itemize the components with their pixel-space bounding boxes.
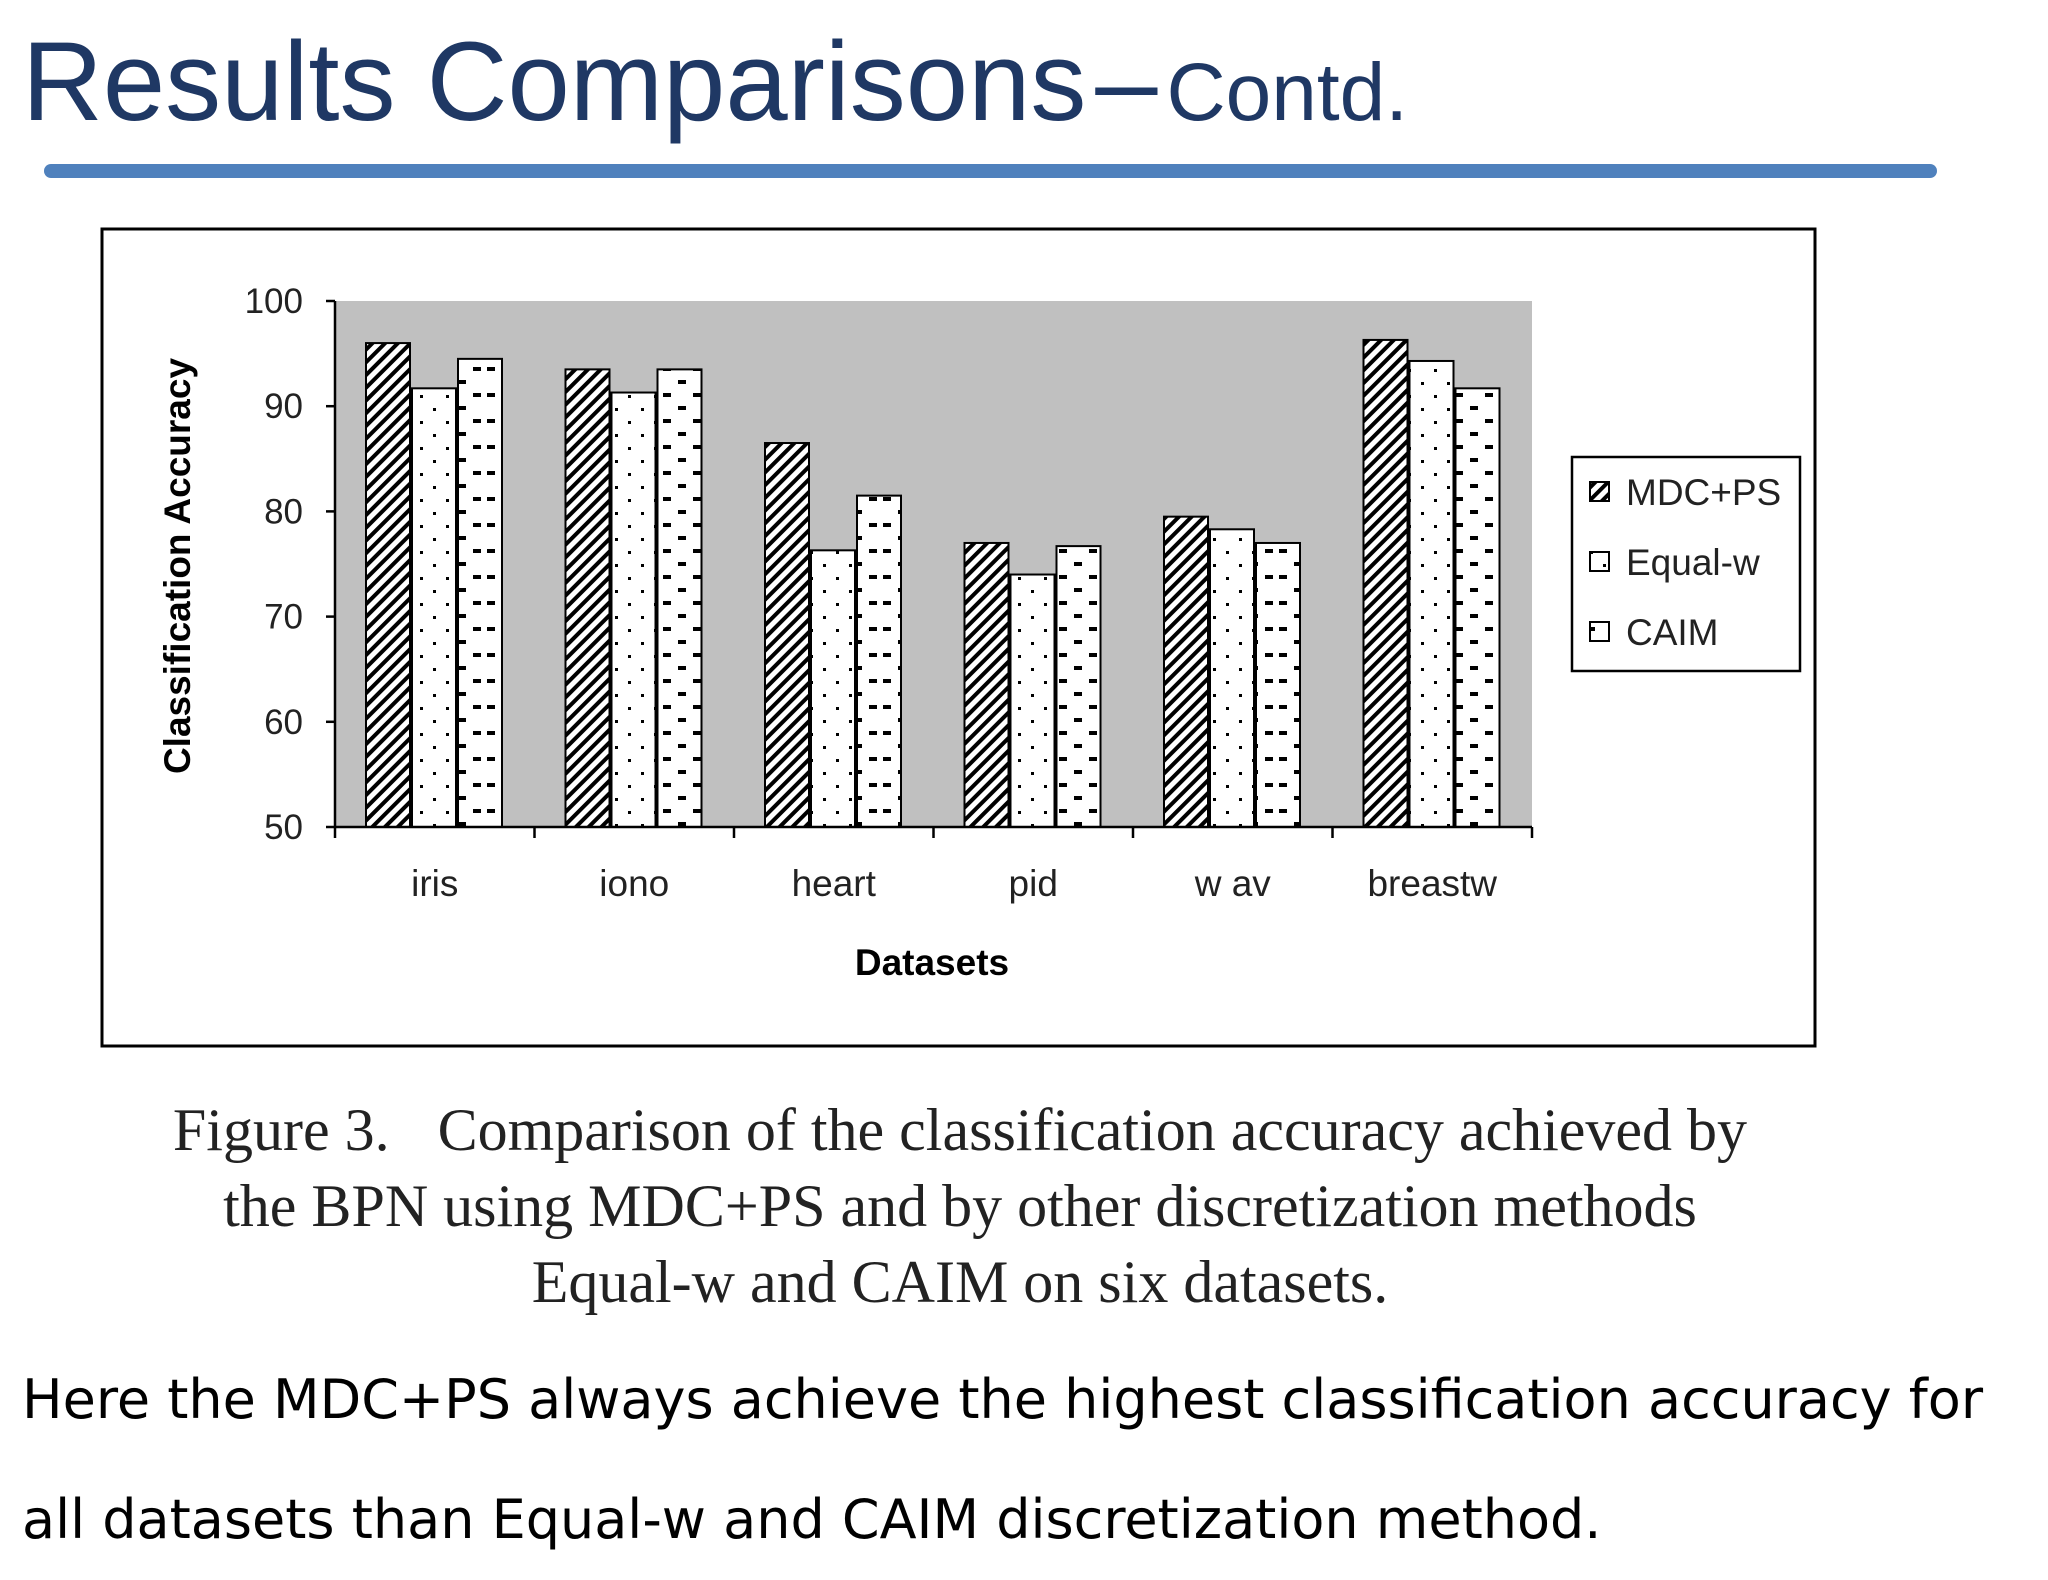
- bar-equal-w-breastw: [1410, 361, 1454, 827]
- title-dash: –: [1095, 19, 1158, 144]
- caption-line-2: the BPN using MDC+PS and by other discretization methods: [223, 1173, 1697, 1239]
- bar-mdc-ps-w-av: [1164, 517, 1208, 827]
- bar-equal-w-heart: [811, 550, 855, 827]
- figure-caption: [100, 1092, 1820, 1320]
- bar-equal-w-iono: [612, 393, 656, 827]
- bar-equal-w-iris: [412, 388, 456, 827]
- x-tick-label: heart: [791, 863, 876, 904]
- legend-label-caim: CAIM: [1626, 612, 1719, 653]
- bar-equal-w-pid: [1011, 575, 1055, 827]
- title-suffix: Contd.: [1166, 47, 1409, 138]
- x-tick-label: breastw: [1367, 863, 1498, 904]
- legend-swatch-caim: [1590, 622, 1609, 641]
- summary-line-1: Here the MDC+PS always achieve the highest classification accuracy for: [22, 1368, 1984, 1431]
- x-tick-label: pid: [1008, 863, 1058, 904]
- chart-legend: [1572, 457, 1800, 671]
- bar-mdc-ps-heart: [765, 443, 809, 827]
- legend-label-mdc-ps: MDC+PS: [1626, 472, 1782, 513]
- caption-line-3: Equal-w and CAIM on six datasets.: [531, 1249, 1389, 1315]
- x-tick-label: iris: [411, 863, 459, 904]
- caption-figure-label: Figure 3.: [172, 1097, 390, 1163]
- legend-swatch-mdc-ps: [1590, 482, 1609, 501]
- summary-line-2: all datasets than Equal-w and CAIM discretization method.: [22, 1488, 1602, 1551]
- x-axis-title: Datasets: [854, 942, 1010, 983]
- bar-mdc-ps-iris: [366, 343, 410, 827]
- x-tick-label: w av: [1194, 863, 1271, 904]
- y-tick-label: 100: [244, 282, 303, 321]
- caption-text-1: Comparison of the classification accuracy achieved by: [437, 1097, 1748, 1163]
- bar-mdc-ps-breastw: [1364, 340, 1408, 827]
- bar-caim-pid: [1057, 546, 1101, 827]
- title-main: Results Comparisons: [22, 19, 1087, 144]
- summary-text: [22, 1340, 2022, 1580]
- y-tick-label: 90: [264, 387, 303, 427]
- y-tick-label: 70: [264, 597, 303, 637]
- y-tick-label: 60: [264, 702, 303, 742]
- x-tick-label: iono: [599, 863, 670, 904]
- bar-caim-heart: [857, 496, 901, 827]
- legend-swatch-equal-w: [1590, 552, 1609, 571]
- legend-label-equal-w: Equal-w: [1626, 542, 1760, 583]
- y-tick-label: 80: [264, 492, 303, 532]
- y-tick-label: 50: [264, 808, 303, 847]
- bar-caim-breastw: [1456, 388, 1500, 827]
- bar-mdc-ps-iono: [566, 369, 610, 827]
- caption-line-1: [100, 1092, 1820, 1168]
- bar-caim-iono: [658, 369, 702, 827]
- plot-area: [335, 301, 1532, 827]
- bar-equal-w-w-av: [1210, 529, 1254, 827]
- bar-caim-iris: [458, 359, 502, 827]
- y-axis-title: Classification Accuracy: [157, 357, 198, 775]
- bar-caim-w-av: [1256, 543, 1300, 827]
- bar-mdc-ps-pid: [965, 543, 1009, 827]
